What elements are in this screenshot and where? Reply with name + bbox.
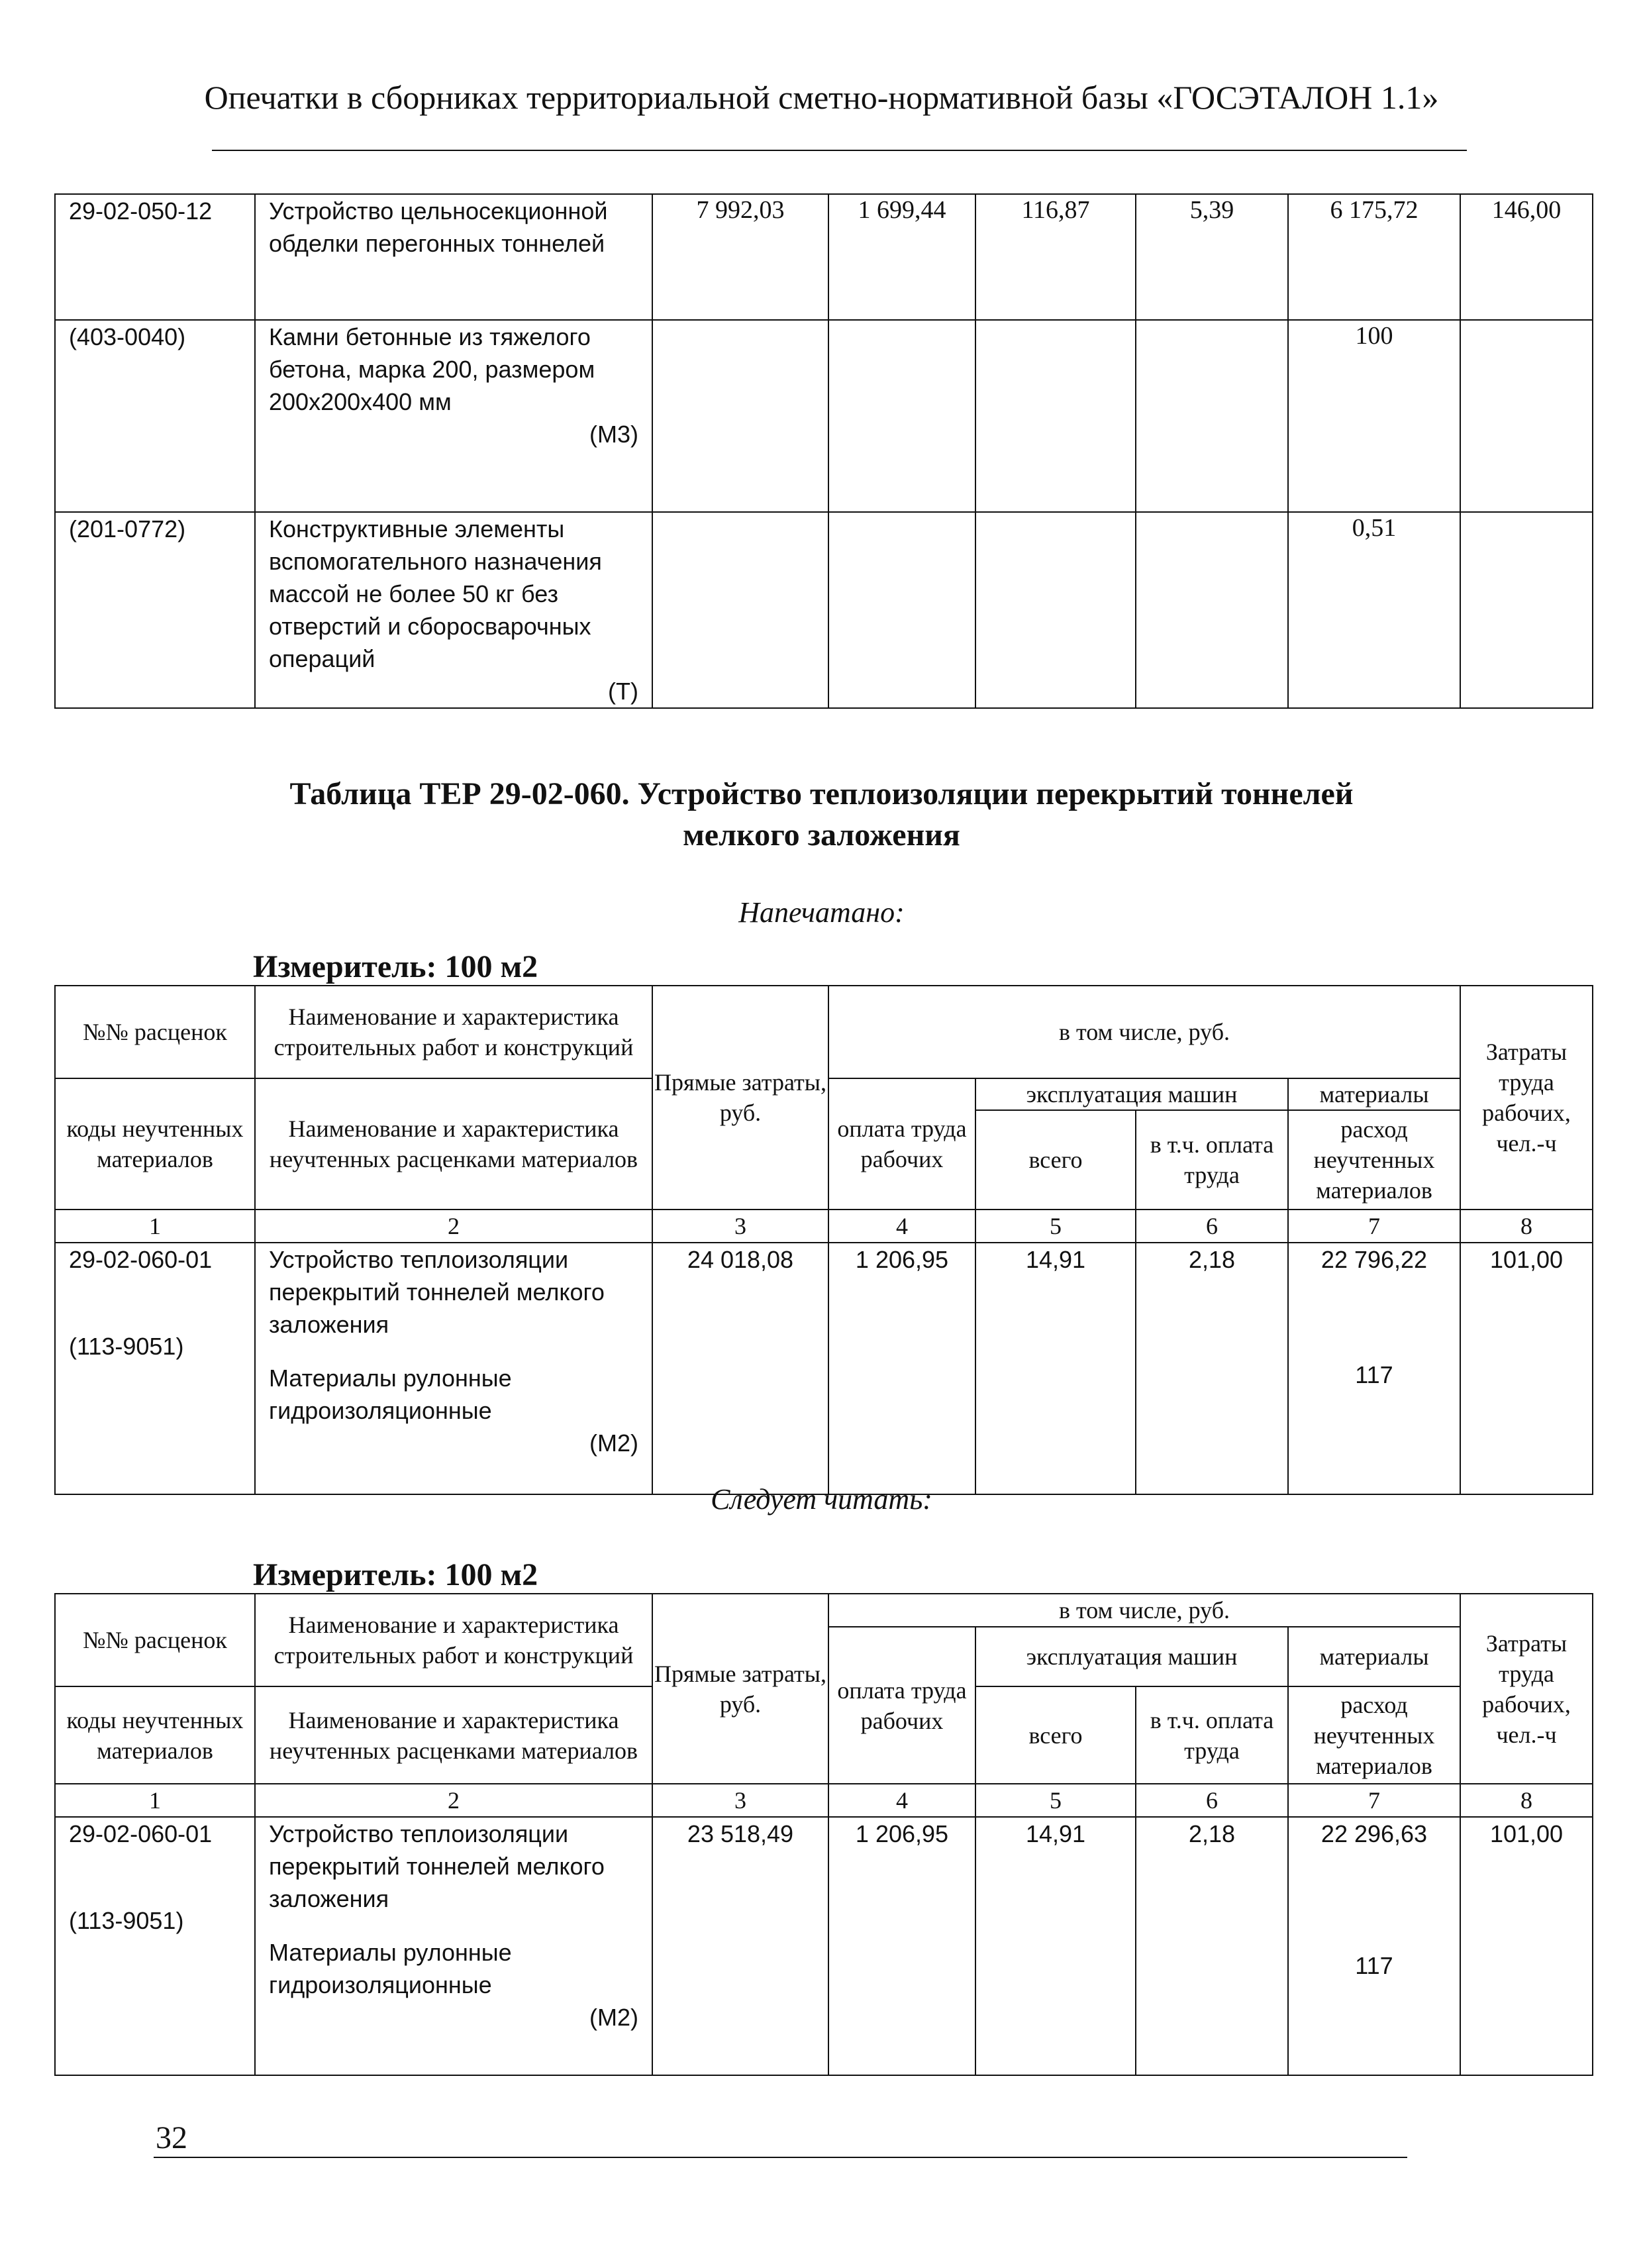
top-table	[54, 193, 1593, 709]
col-name2: Наименование и характеристика неучтенных расценками материалов	[255, 1686, 652, 1784]
measure-label: Измеритель: 100 м2	[253, 1557, 538, 1592]
col-materials: материалы	[1288, 1627, 1460, 1686]
empty-cell	[975, 512, 1136, 708]
col-number: 6	[1136, 1210, 1288, 1243]
col-number: 1	[55, 1784, 255, 1817]
material-name: Конструктивные элементы вспомогательного назначения массой не более 50 кг без отверстий и сборосварочных операций	[269, 515, 602, 672]
col-machines: эксплуатация машин	[975, 1627, 1288, 1686]
col-materials-use: расход неучтенных материалов	[1288, 1110, 1460, 1210]
material-cost: 6 175,72	[1288, 194, 1460, 320]
col-machines-total: всего	[975, 1686, 1136, 1784]
col-code: №№ расценок	[55, 986, 255, 1078]
rate-code: 29-02-060-01	[69, 1246, 213, 1273]
col-number: 4	[828, 1784, 975, 1817]
empty-cell	[1136, 320, 1288, 512]
col-number: 7	[1288, 1210, 1460, 1243]
empty-cell	[975, 320, 1136, 512]
material-use: 117	[1355, 1952, 1393, 1979]
rate-code: 29-02-050-12	[55, 194, 255, 320]
machine-cost: 14,91	[975, 1817, 1136, 2075]
col-number: 8	[1460, 1210, 1593, 1243]
col-number: 5	[975, 1210, 1136, 1243]
col-number: 5	[975, 1784, 1136, 1817]
correct-label: Следует читать:	[711, 1483, 932, 1516]
machine-cost: 14,91	[975, 1243, 1136, 1494]
table-row	[55, 1817, 1593, 2075]
machine-labor-cost: 2,18	[1136, 1817, 1288, 2075]
material-code: (403-0040)	[55, 320, 255, 512]
direct-cost: 23 518,49	[652, 1817, 828, 2075]
table-row	[55, 320, 1593, 512]
material-use: 117	[1355, 1361, 1393, 1388]
rate-code-cell	[55, 1243, 255, 1494]
table-title-line: мелкого заложения	[683, 817, 960, 852]
footer-rule	[154, 2157, 1407, 2158]
work-name-cell	[255, 1817, 652, 2075]
empty-cell	[828, 512, 975, 708]
printed-table	[54, 985, 1593, 1495]
machine-labor-cost: 2,18	[1136, 1243, 1288, 1494]
col-name: Наименование и характеристика строительных работ и конструкций	[255, 986, 652, 1078]
col-name: Наименование и характеристика строительных работ и конструкций	[255, 1594, 652, 1686]
col-name2: Наименование и характеристика неучтенных расценками материалов	[255, 1078, 652, 1210]
col-labor: оплата труда рабочих	[828, 1078, 975, 1210]
labor-cost: 1 699,44	[828, 194, 975, 320]
work-name-cell	[255, 1243, 652, 1494]
col-number: 2	[255, 1784, 652, 1817]
page-number: 32	[156, 2120, 187, 2155]
empty-cell	[652, 512, 828, 708]
rate-code-cell	[55, 1817, 255, 2075]
col-including: в том числе, руб.	[828, 986, 1460, 1078]
table-title	[0, 774, 1643, 856]
empty-cell	[1460, 320, 1593, 512]
printed-label: Напечатано:	[738, 896, 905, 929]
material-unit: (М2)	[589, 1429, 638, 1457]
col-number: 6	[1136, 1784, 1288, 1817]
direct-cost: 24 018,08	[652, 1243, 828, 1494]
material-code: (113-9051)	[69, 1907, 184, 1934]
work-name: Устройство цельносекционной обделки перегонных тоннелей	[255, 194, 652, 320]
material-code: (201-0772)	[55, 512, 255, 708]
labor-hours: 146,00	[1460, 194, 1593, 320]
page-header: Опечатки в сборниках территориальной сметно-нормативной базы «ГОСЭТАЛОН 1.1»	[204, 79, 1439, 116]
material-code: (113-9051)	[69, 1333, 184, 1360]
material-unit: (Т)	[608, 678, 638, 705]
labor-hours: 101,00	[1460, 1243, 1593, 1494]
col-number: 1	[55, 1210, 255, 1243]
empty-cell	[828, 320, 975, 512]
col-labor-hours: Затраты труда рабочих, чел.-ч	[1460, 986, 1593, 1210]
machine-labor-cost: 5,39	[1136, 194, 1288, 320]
col-number: 7	[1288, 1784, 1460, 1817]
material-cost: 22 296,63	[1320, 1820, 1428, 1847]
header-rule	[212, 150, 1467, 151]
correct-table	[54, 1593, 1593, 2076]
table-row	[55, 194, 1593, 320]
col-including: в том числе, руб.	[828, 1594, 1460, 1627]
material-use: 0,51	[1288, 512, 1460, 708]
empty-cell	[1136, 512, 1288, 708]
empty-cell	[652, 320, 828, 512]
col-machines-labor: в т.ч. оплата труда	[1136, 1686, 1288, 1784]
col-number: 4	[828, 1210, 975, 1243]
table-row	[55, 1243, 1593, 1494]
material-cost: 22 796,22	[1320, 1246, 1428, 1273]
col-labor-hours: Затраты труда рабочих, чел.-ч	[1460, 1594, 1593, 1784]
col-machines-labor: в т.ч. оплата труда	[1136, 1110, 1288, 1210]
material-unit: (М3)	[589, 421, 638, 448]
material-name: Материалы рулонные гидроизоляционные	[269, 1365, 512, 1424]
material-unit: (М2)	[589, 2004, 638, 2031]
material-name: Камни бетонные из тяжелого бетона, марка 200, размером 200х200х400 мм	[269, 323, 595, 415]
col-code2: коды неучтенных материалов	[55, 1078, 255, 1210]
col-materials-use: расход неучтенных материалов	[1288, 1686, 1460, 1784]
table-row	[55, 512, 1593, 708]
labor-hours: 101,00	[1460, 1817, 1593, 2075]
rate-code: 29-02-060-01	[69, 1820, 213, 1847]
measure-label: Измеритель: 100 м2	[253, 949, 538, 984]
col-code2: коды неучтенных материалов	[55, 1686, 255, 1784]
col-number: 8	[1460, 1784, 1593, 1817]
labor-cost: 1 206,95	[828, 1243, 975, 1494]
col-machines: эксплуатация машин	[975, 1078, 1288, 1110]
material-name: Материалы рулонные гидроизоляционные	[269, 1939, 512, 1998]
material-name-cell	[255, 512, 652, 708]
col-number: 2	[255, 1210, 652, 1243]
machine-cost: 116,87	[975, 194, 1136, 320]
material-cost-cell	[1288, 1817, 1460, 2075]
empty-cell	[1460, 512, 1593, 708]
col-materials: материалы	[1288, 1078, 1460, 1110]
col-direct: Прямые затраты, руб.	[652, 1594, 828, 1784]
col-code: №№ расценок	[55, 1594, 255, 1686]
col-machines-total: всего	[975, 1110, 1136, 1210]
material-name-cell	[255, 320, 652, 512]
work-name: Устройство теплоизоляции перекрытий тоннелей мелкого заложения	[269, 1246, 605, 1338]
direct-cost: 7 992,03	[652, 194, 828, 320]
col-number: 3	[652, 1784, 828, 1817]
labor-cost: 1 206,95	[828, 1817, 975, 2075]
work-name: Устройство теплоизоляции перекрытий тоннелей мелкого заложения	[269, 1820, 605, 1912]
col-number: 3	[652, 1210, 828, 1243]
col-direct: Прямые затраты, руб.	[652, 986, 828, 1210]
table-title-line: Таблица ТЕР 29-02-060. Устройство теплоизоляции перекрытий тоннелей	[289, 776, 1354, 811]
material-cost-cell	[1288, 1243, 1460, 1494]
material-use: 100	[1288, 320, 1460, 512]
col-labor: оплата труда рабочих	[828, 1627, 975, 1784]
